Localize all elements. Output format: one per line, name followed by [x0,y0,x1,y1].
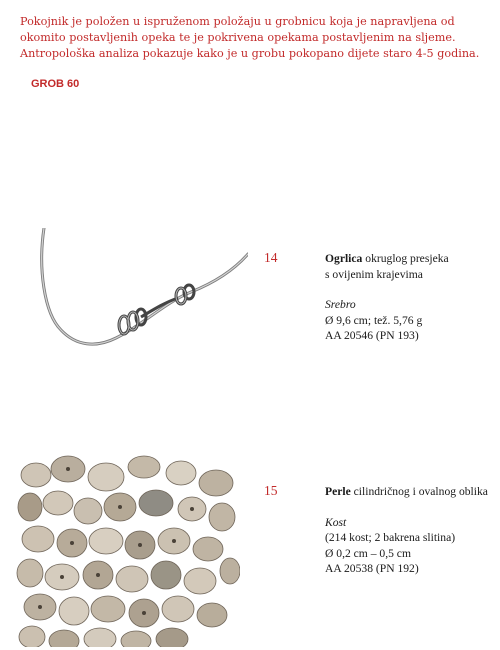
item-15-dimensions: Ø 0,2 cm – 0,5 cm [325,546,411,560]
item-14-desc-1: okruglog presjeka [365,252,449,265]
beads-photo [16,455,240,647]
necklace-photo [16,228,248,370]
item-15-material: Kost [325,515,347,529]
item-14-name: Ogrlica [325,252,363,265]
catalog-number-14: 14 [264,250,278,265]
item-14-material: Srebro [325,298,356,311]
item-14-description [325,251,495,344]
item-15-description [325,484,495,577]
catalog-number-15: 15 [264,483,278,498]
item-14-inventory: AA 20546 (PN 193) [325,329,419,342]
intro-paragraph: Pokojnik je položen u ispruženom položaju u grobnicu koja je napravljena od okomito postavljenih opeka te je pokrivena opekama postavljenim na sljeme. Antropološka analiza pokazuje kako je u grobu pokopano dijete staro 4-5 godina. [20,15,480,60]
item-15-desc-1: cilindričnog i ovalnog oblika [353,485,488,498]
grave-heading: GROB 60 [31,78,80,90]
item-14-dimensions: Ø 9,6 cm; tež. 5,76 g [325,313,423,327]
item-15-inventory: AA 20538 (PN 192) [325,562,419,575]
item-15-name: Perle [325,485,351,498]
item-15-count: (214 kost; 2 bakrena slitina) [325,531,456,544]
item-14-desc-2: s ovijenim krajevima [325,267,423,281]
